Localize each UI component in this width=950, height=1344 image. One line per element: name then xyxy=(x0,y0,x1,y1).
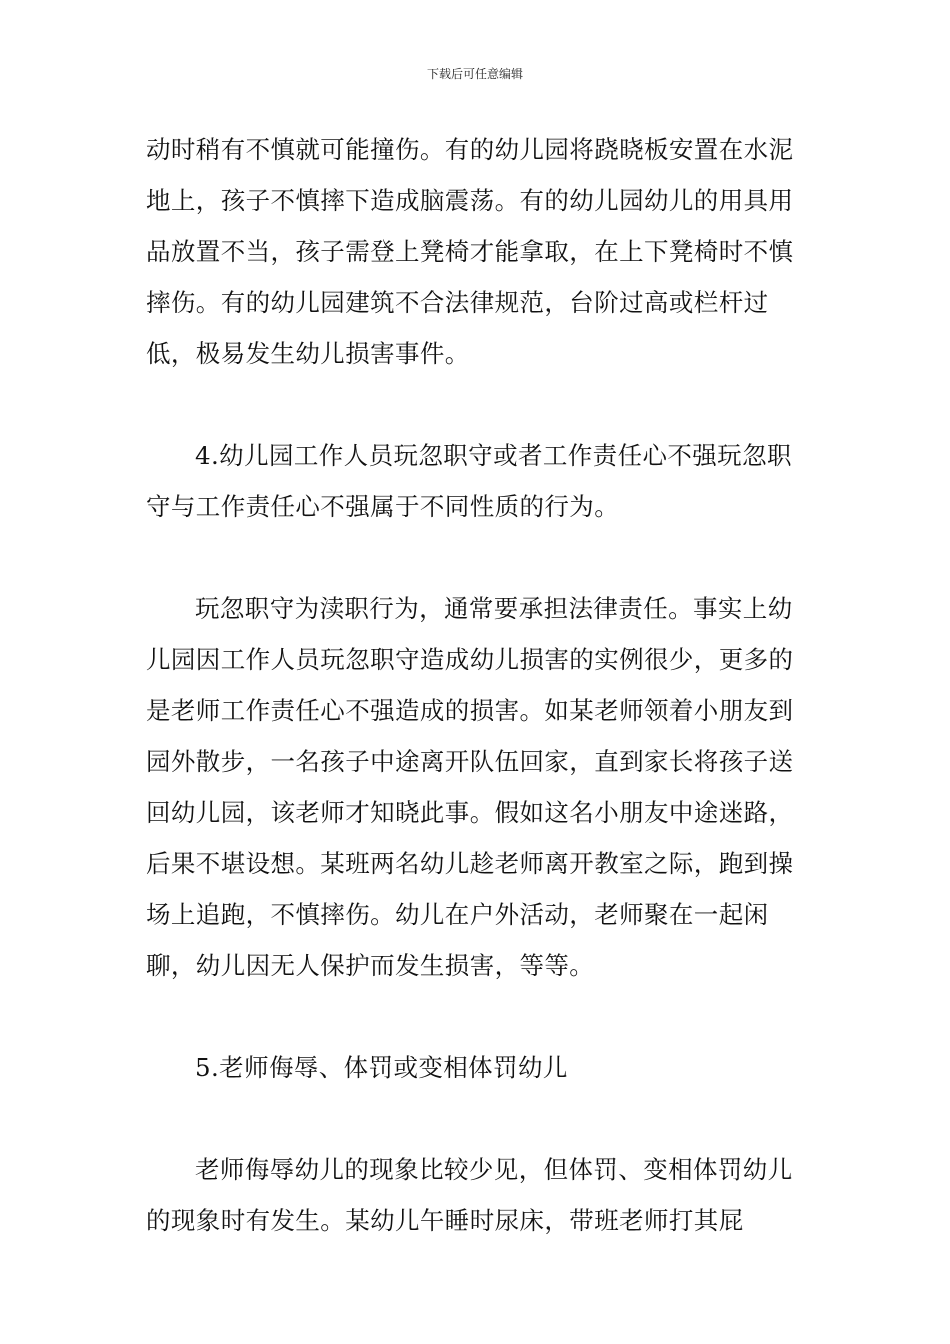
paragraph-continued: 动时稍有不慎就可能撞伤。有的幼儿园将跷晓板安置在水泥地上，孩子不慎摔下造成脑震荡。有的幼儿园幼儿的用具用品放置不当，孩子需登上凳椅才能拿取，在上下凳椅时不慎摔伤。有的幼儿园建筑不合法律规范，台阶过高或栏杆过低，极易发生幼儿损害事件。 xyxy=(146,135,794,368)
paragraph-body: 老师侮辱幼儿的现象比较少见，但体罚、变相体罚幼儿的现象时有发生。某幼儿午睡时尿床，带班老师打其屁 xyxy=(146,1155,793,1235)
page-header: 下载后可任意编辑 xyxy=(426,67,523,81)
section-heading-4: 4.幼儿园工作人员玩忽职守或者工作责任心不强玩忽职守与工作责任心不强属于不同性质的行为。 xyxy=(146,441,792,521)
section-heading-5: 5.老师侮辱、体罚或变相体罚幼儿 xyxy=(195,1053,568,1082)
paragraph-body: 玩忽职守为渎职行为，通常要承担法律责任。事实上幼儿园因工作人员玩忽职守造成幼儿损害的实例很少，更多的是老师工作责任心不强造成的损害。如某老师领着小朋友到园外散步，一名孩子中途离开队伍回家，直到家长将孩子送回幼儿园，该老师才知晓此事。假如这名小朋友中途迷路，后果不堪设想。某班两名幼儿趁老师离开教室之际，跑到操场上追跑，不慎摔伤。幼儿在户外活动，老师聚在一起闲聊，幼儿因无人保护而发生损害，等等。 xyxy=(146,594,794,980)
document-body xyxy=(146,124,808,1297)
